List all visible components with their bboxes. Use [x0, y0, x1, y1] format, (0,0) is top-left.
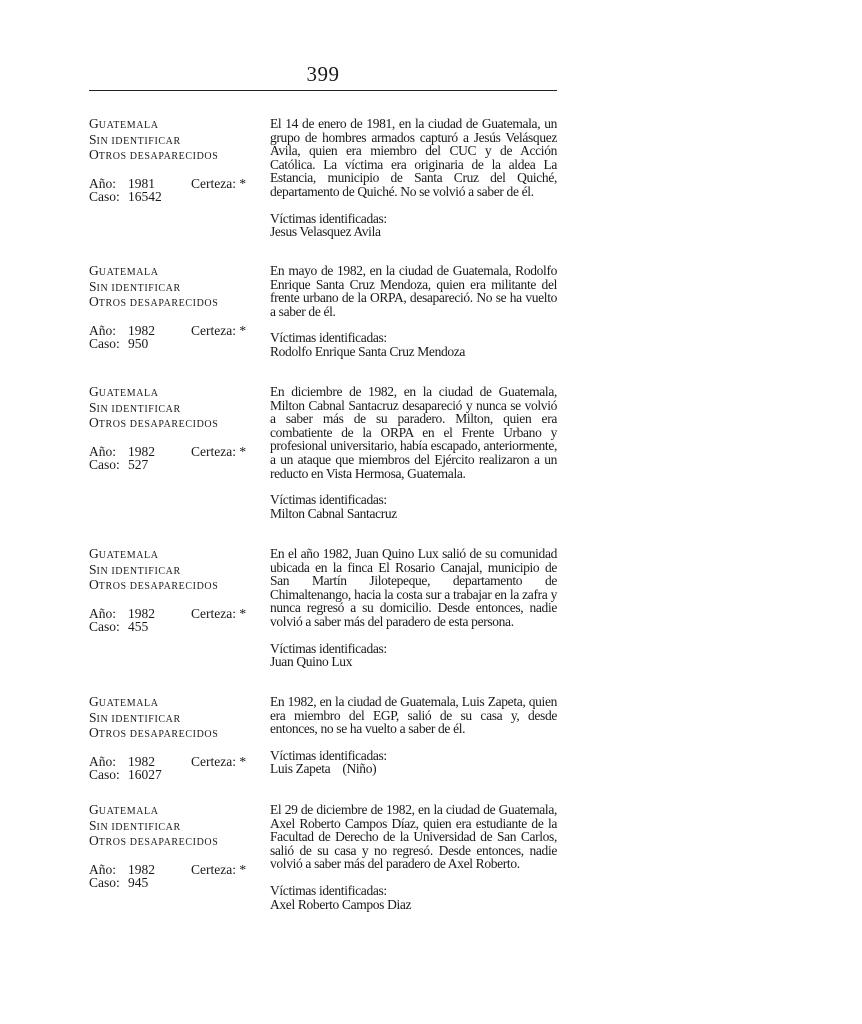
victims-names: Rodolfo Enrique Santa Cruz Mendoza — [270, 343, 466, 359]
case-metadata — [89, 547, 261, 634]
case-status: SIN IDENTIFICAR — [89, 399, 181, 415]
case-body — [270, 264, 557, 359]
victims-label: Víctimas identificadas: — [270, 492, 387, 508]
case-label: Caso: — [89, 189, 120, 205]
case-category: OTROS DESAPARECIDOS — [89, 577, 219, 593]
case-body — [270, 695, 557, 776]
case-number-row — [89, 337, 261, 351]
header-rule — [89, 90, 557, 91]
case-body — [270, 547, 557, 669]
case-narrative: El 14 de enero de 1981, en la ciudad de Guatemala, un grupo de hombres armados capturó a Jesús Velásquez Avila, quien era miembro del CUC y de Acción Católica. La víctima era originaria de la aldea La Estancia, municipio de Santa Cruz del Quiché, departamento de Quiché. No se volvió a saber de él. — [270, 116, 557, 199]
case-category: OTROS DESAPARECIDOS — [89, 833, 219, 849]
year-value: 1982 — [128, 861, 155, 877]
case-number: 455 — [128, 619, 149, 635]
year-label: Año: — [89, 175, 116, 191]
victims-names: Milton Cabnal Santacruz — [270, 505, 397, 521]
case-narrative: En 1982, en la ciudad de Guatemala, Luis Zapeta, quien era miembro del EGP, salió de su casa y, desde entonces, no se ha vuelto a saber de él. — [270, 694, 557, 737]
case-label: Caso: — [89, 336, 120, 352]
case-status: SIN IDENTIFICAR — [89, 278, 181, 294]
case-category: OTROS DESAPARECIDOS — [89, 147, 219, 163]
case-number: 16027 — [128, 767, 162, 783]
case-place: GUATEMALA — [89, 263, 159, 278]
case-metadata — [89, 385, 261, 472]
case-metadata — [89, 264, 261, 351]
case-place: GUATEMALA — [89, 546, 159, 561]
victims-label: Víctimas identificadas: — [270, 882, 387, 898]
case-metadata — [89, 117, 261, 204]
case-label: Caso: — [89, 767, 120, 783]
victims-label: Víctimas identificadas: — [270, 330, 387, 346]
case-year-row — [89, 324, 261, 338]
certainty-label: Certeza: * — [191, 861, 247, 877]
certainty-label: Certeza: * — [191, 443, 247, 459]
year-value: 1982 — [128, 605, 155, 621]
case-place: GUATEMALA — [89, 384, 159, 399]
case-number-row — [89, 876, 261, 890]
certainty-label: Certeza: * — [191, 605, 247, 621]
victims-names: Axel Roberto Campos Diaz — [270, 896, 412, 912]
case-status: SIN IDENTIFICAR — [89, 709, 181, 725]
case-place: GUATEMALA — [89, 694, 159, 709]
case-label: Caso: — [89, 457, 120, 473]
case-number-row — [89, 620, 261, 634]
certainty-label: Certeza: * — [191, 322, 247, 338]
case-number-row — [89, 190, 261, 204]
case-metadata — [89, 803, 261, 890]
certainty-label: Certeza: * — [191, 175, 247, 191]
case-number-row — [89, 458, 261, 472]
case-number: 16542 — [128, 189, 162, 205]
case-number: 527 — [128, 457, 149, 473]
victims-names: Luis Zapeta (Niño) — [270, 761, 377, 777]
year-label: Año: — [89, 861, 116, 877]
page-number: 399 — [306, 62, 340, 86]
case-label: Caso: — [89, 875, 120, 891]
year-value: 1981 — [128, 175, 155, 191]
year-label: Año: — [89, 322, 116, 338]
case-category: OTROS DESAPARECIDOS — [89, 725, 219, 741]
case-number: 945 — [128, 875, 149, 891]
case-narrative: En diciembre de 1982, en la ciudad de Guatemala, Milton Cabnal Santacruz desapareció y nunca se volvió a saber más de su paradero. Milton, quien era combatiente de la ORPA en el Frente Urbano y profesional universitario, había escapado, anteriormente, a un ataque que miembros del Ejército realizaron a un reducto en Vista Hermosa, Guatemala. — [270, 384, 557, 481]
certainty-label: Certeza: * — [191, 753, 247, 769]
year-label: Año: — [89, 753, 116, 769]
case-status: SIN IDENTIFICAR — [89, 131, 181, 147]
case-number: 950 — [128, 336, 149, 352]
case-year-row — [89, 445, 261, 459]
case-label: Caso: — [89, 619, 120, 635]
case-place: GUATEMALA — [89, 116, 159, 131]
case-body — [270, 803, 557, 911]
case-year-row — [89, 607, 261, 621]
case-number-row — [89, 768, 261, 782]
victims-names: Jesus Velasquez Avila — [270, 224, 381, 240]
case-category: OTROS DESAPARECIDOS — [89, 294, 219, 310]
case-status: SIN IDENTIFICAR — [89, 817, 181, 833]
case-year-row — [89, 177, 261, 191]
victims-label: Víctimas identificadas: — [270, 747, 387, 763]
case-narrative: En el año 1982, Juan Quino Lux salió de su comunidad ubicada en la finca El Rosario Canajal, municipio de San Martín Jilotepeque, departamento de Chimaltenango, hacia la costa sur a trabajar en la zafra y nunca regresó a su domicilio. Desde entonces, nadie volvió a saber más del paradero de esta persona. — [270, 546, 557, 629]
case-status: SIN IDENTIFICAR — [89, 561, 181, 577]
case-body — [270, 117, 557, 239]
case-year-row — [89, 863, 261, 877]
case-year-row — [89, 755, 261, 769]
year-label: Año: — [89, 605, 116, 621]
year-value: 1982 — [128, 322, 155, 338]
year-label: Año: — [89, 443, 116, 459]
case-body — [270, 385, 557, 520]
case-category: OTROS DESAPARECIDOS — [89, 415, 219, 431]
case-place: GUATEMALA — [89, 802, 159, 817]
victims-names: Juan Quino Lux — [270, 654, 353, 670]
year-value: 1982 — [128, 443, 155, 459]
case-narrative: El 29 de diciembre de 1982, en la ciudad de Guatemala, Axel Roberto Campos Díaz, quien era estudiante de la Facultad de Derecho de la Universidad de San Carlos, salió de su casa y no regresó. Desde entonces, nadie volvió a saber más del paradero de Axel Roberto. — [270, 802, 557, 872]
victims-label: Víctimas identificadas: — [270, 210, 387, 226]
year-value: 1982 — [128, 753, 155, 769]
victims-label: Víctimas identificadas: — [270, 640, 387, 656]
case-narrative: En mayo de 1982, en la ciudad de Guatemala, Rodolfo Enrique Santa Cruz Mendoza, quien era militante del frente urbano de la ORPA, desapareció. No se ha vuelto a saber de él. — [270, 263, 557, 319]
case-metadata — [89, 695, 261, 782]
